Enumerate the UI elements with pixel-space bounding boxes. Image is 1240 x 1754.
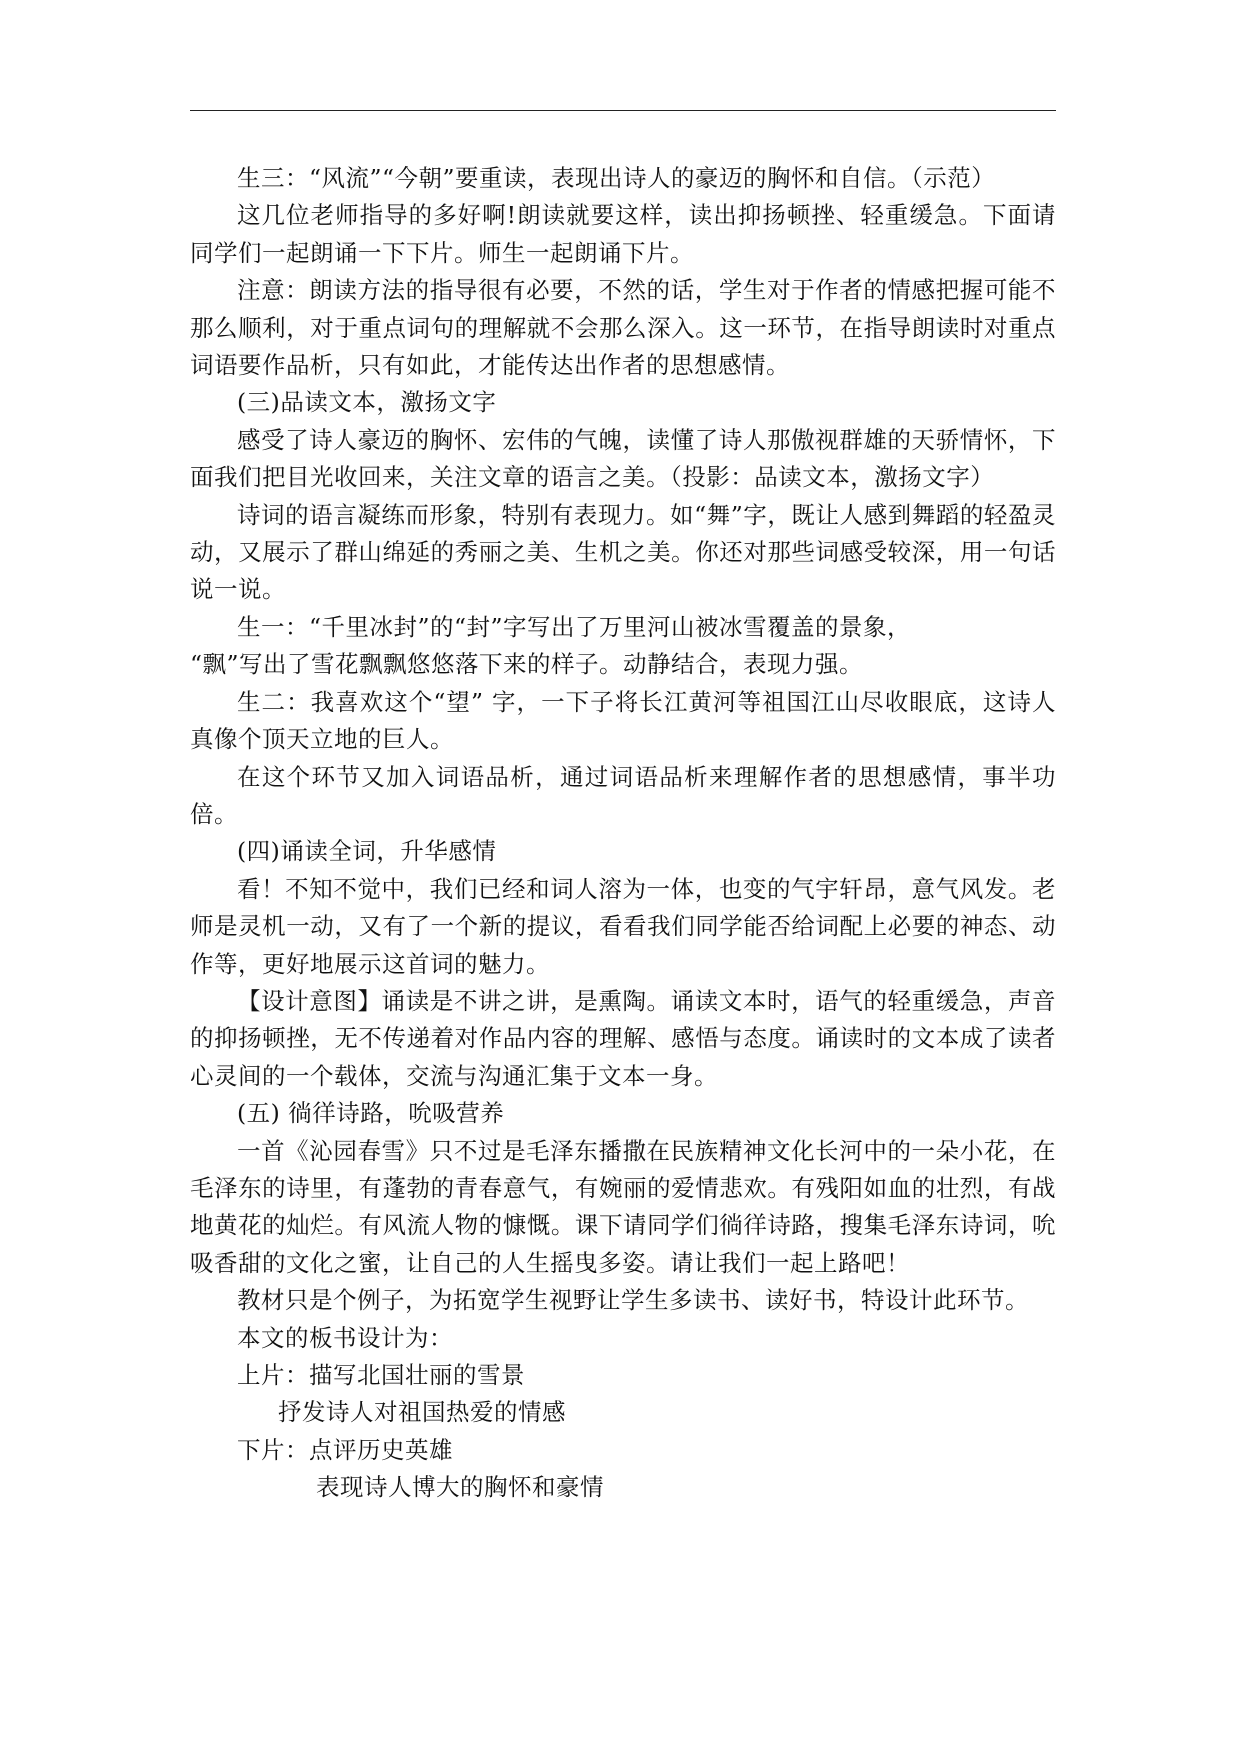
board-upper-part-detail: 抒发诗人对祖国热爱的情感 [278,1398,566,1427]
paragraph-language-intro: 感受了诗人豪迈的胸怀、宏伟的气魄，读懂了诗人那傲视群雄的天骄情怀，下面我们把目光收回来，关注文章的语言之美。（投影：品读文本，激扬文字） [190,425,1056,492]
paragraph-extension: 一首《沁园春雪》只不过是毛泽东播撒在民族精神文化长河中的一朵小花，在毛泽东的诗里，有蓬勃的青春意气，有婉丽的爱情悲欢。有残阳如血的壮烈，有战地黄花的灿烂。有风流人物的慷慨。课下请同学们徜徉诗路，搜集毛泽东诗词，吮吸香甜的文化之蜜，让自己的人生摇曳多姿。请让我们一起上路吧！ [190,1136,1056,1277]
paragraph-student-three: 生三：“风流”“今朝”要重读，表现出诗人的豪迈的胸怀和自信。（示范） [237,164,996,192]
document-body [190,160,1056,1507]
paragraph-student-one: 生一：“千里冰封”的“封”字写出了万里河山被冰雪覆盖的景象， [237,612,912,641]
paragraph-student-one-cont: “飘”写出了雪花飘飘悠悠落下来的样子。动静结合，表现力强。 [190,650,864,679]
paragraph-design-intent: 【设计意图】诵读是不讲之讲，是熏陶。诵读文本时，语气的轻重缓急，声音的抑扬顿挫，无不传递着对作品内容的理解、感悟与态度。诵读时的文本成了读者心灵间的一个载体，交流与沟通汇集于文本一身。 [190,986,1056,1090]
paragraph-student-two: 生二：我喜欢这个“望” 字，一下子将长江黄河等祖国江山尽收眼底，这诗人真像个顶天立地的巨人。 [190,687,1056,754]
paragraph-textbook-note: 教材只是个例子，为拓宽学生视野让学生多读书、读好书，特设计此环节。 [237,1286,1029,1315]
paragraph-teacher-guidance: 这几位老师指导的多好啊!朗读就要这样，读出抑扬顿挫、轻重缓急。下面请同学们一起朗诵一下下片。师生一起朗诵下片。 [190,201,1056,267]
paragraph-board-design: 本文的板书设计为： [237,1323,453,1352]
paragraph-recitation: 看！不知不觉中，我们已经和词人溶为一体，也变的气宇轩昂，意气风发。老师是灵机一动，又有了一个新的提议，看看我们同学能否给词配上必要的神态、动作等，更好地展示这首词的魅力。 [190,874,1056,978]
paragraph-language-analysis: 诗词的语言凝练而形象，特别有表现力。如“舞”字，既让人感到舞蹈的轻盈灵动，又展示了群山绵延的秀丽之美、生机之美。你还对那些词感受较深，用一句话说一说。 [190,500,1056,604]
paragraph-word-analysis: 在这个环节又加入词语品析，通过词语品析来理解作者的思想感情，事半功倍。 [190,762,1056,828]
board-lower-part: 下片：点评历史英雄 [237,1435,453,1464]
board-lower-part-detail: 表现诗人博大的胸怀和豪情 [316,1473,604,1502]
section-heading-four: (四)诵读全词，升华感情 [237,837,497,866]
board-upper-part: 上片：描写北国壮丽的雪景 [237,1361,525,1389]
section-heading-five: (五) 徜徉诗路，吮吸营养 [237,1099,505,1128]
section-heading-three: (三)品读文本，激扬文字 [237,388,497,417]
header-rule [190,110,1056,111]
paragraph-note: 注意：朗读方法的指导很有必要，不然的话，学生对于作者的情感把握可能不那么顺利，对于重点词句的理解就不会那么深入。这一环节，在指导朗读时对重点词语要作品析，只有如此，才能传达出作者的思想感情。 [190,276,1056,380]
